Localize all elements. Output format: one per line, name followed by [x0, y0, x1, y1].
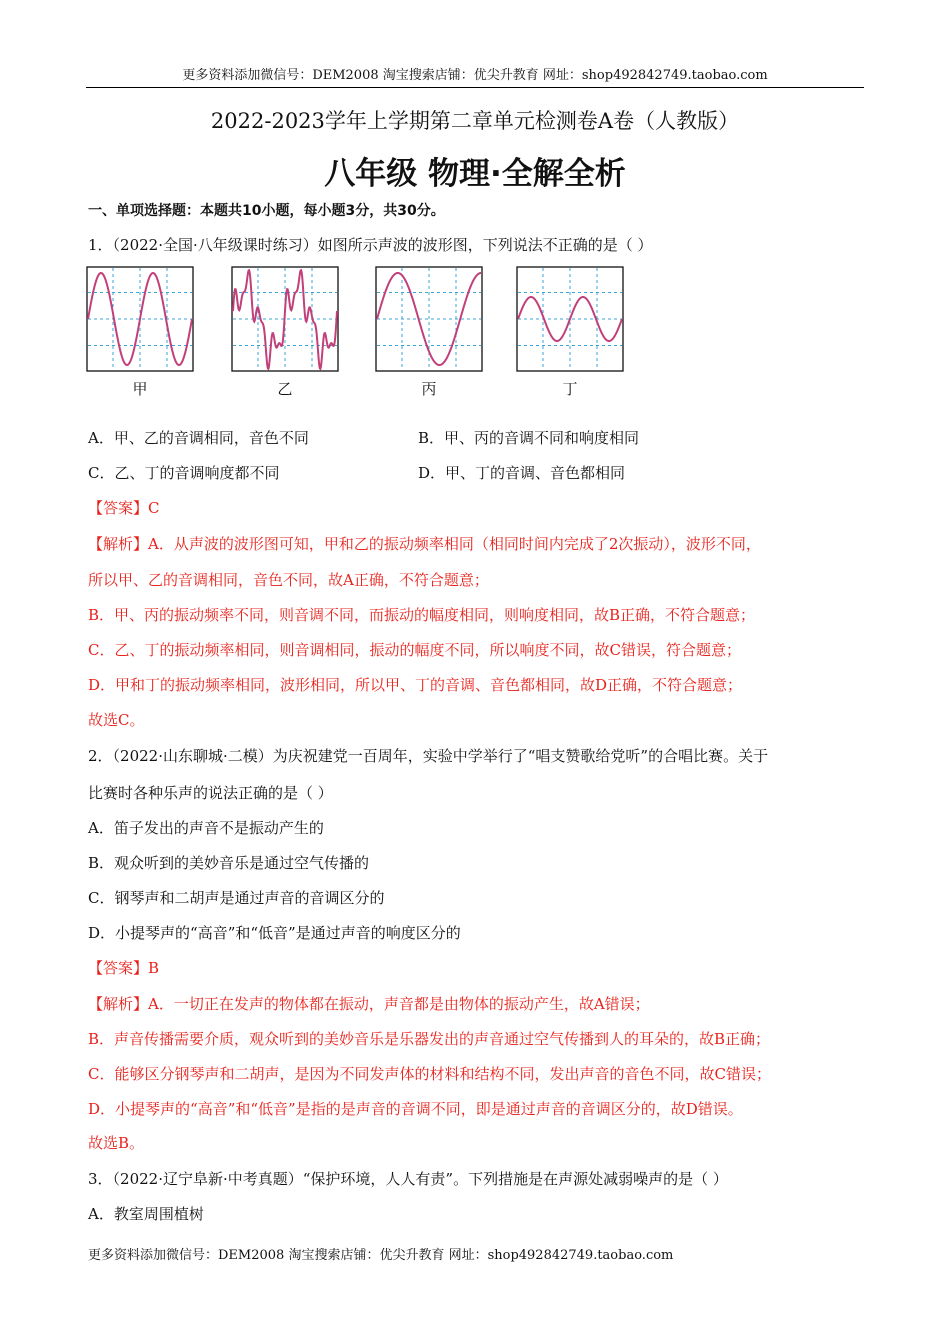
page-header: 更多资料添加微信号：DEM2008 淘宝搜索店铺：优尖升教育 网址：shop492842749.taobao.com: [182, 68, 768, 83]
waveform-yi-graphic: [231, 266, 339, 372]
q2-stem-line: 比赛时各种乐声的说法正确的是（ ）: [88, 784, 333, 802]
waveform-ding-graphic: [516, 266, 624, 372]
q2-option-c: C．钢琴声和二胡声是通过声音的音调区分的: [88, 889, 385, 907]
q3-stem: 3．（2022·辽宁阜新·中考真题）“保护环境，人人有责”。下列措施是在声源处减弱噪声的是（ ）: [88, 1170, 728, 1188]
waveform-label: 丁: [562, 380, 578, 398]
waveform-ding: [516, 266, 624, 372]
waveform-label: 甲: [132, 380, 148, 398]
q1-option-c: C．乙、丁的音调响度都不同: [88, 464, 280, 482]
q1-option-d: D．甲、丁的音调、音色都相同: [418, 464, 626, 482]
q1-option-a: A．甲、乙的音调相同，音色不同: [88, 429, 309, 447]
q1-analysis-line: C．乙、丁的振动频率相同，则音调相同，振动的幅度不同，所以响度不同，故C错误，符合题意；: [88, 641, 741, 659]
q2-analysis-line: C．能够区分钢琴声和二胡声，是因为不同发声体的材料和结构不同，发出声音的音色不同，故C错误；: [88, 1065, 771, 1083]
q2-analysis-line: 故选B。: [88, 1134, 145, 1152]
waveform-jia-graphic: [86, 266, 194, 372]
q2-analysis-line: B．声音传播需要介质，观众听到的美妙音乐是乐器发出的声音通过空气传播到人的耳朵的，故B正确；: [88, 1030, 771, 1048]
q2-analysis-line: 【解析】A．一切正在发声的物体都在振动，声音都是由物体的振动产生，故A错误；: [88, 995, 650, 1013]
q1-stem: 1．（2022·全国·八年级课时练习）如图所示声波的波形图，下列说法不正确的是（ ）: [88, 236, 653, 254]
waveform-label: 乙: [277, 380, 293, 398]
q2-analysis-line: D．小提琴声的“高音”和“低音”是指的是声音的音调不同，即是通过声音的音调区分的，故D错误。: [88, 1100, 743, 1118]
header-divider: [86, 87, 864, 88]
page-footer: 更多资料添加微信号：DEM2008 淘宝搜索店铺：优尖升教育 网址：shop492842749.taobao.com: [88, 1248, 674, 1263]
q2-option-a: A．笛子发出的声音不是振动产生的: [88, 819, 324, 837]
q2-option-d: D．小提琴声的“高音”和“低音”是通过声音的响度区分的: [88, 924, 461, 942]
q1-analysis-line: 所以甲、乙的音调相同，音色不同，故A正确，不符合题意；: [88, 571, 489, 589]
waveform-yi: [231, 266, 339, 372]
q1-answer: 【答案】C: [88, 499, 160, 517]
q2-stem-line: 2．（2022·山东聊城·二模）为庆祝建党一百周年，实验中学举行了“唱支赞歌给党听”的合唱比赛。关于: [88, 747, 769, 765]
document-title: 2022-2023学年上学期第二章单元检测卷A卷（人教版）: [210, 109, 740, 133]
waveform-label: 丙: [421, 380, 437, 398]
document-subtitle: 八年级 物理·全解全析: [324, 156, 626, 192]
q2-answer: 【答案】B: [88, 959, 160, 977]
q1-waveform-figures: [86, 266, 646, 406]
q1-option-b: B．甲、丙的音调不同和响度相同: [418, 429, 640, 447]
q3-option-a: A．教室周围植树: [88, 1205, 204, 1223]
waveform-bing-graphic: [375, 266, 483, 372]
q1-analysis-line: B．甲、丙的振动频率不同，则音调不同，而振动的幅度相同，则响度相同，故B正确，不符合题意；: [88, 606, 756, 624]
section-heading: 一、单项选择题：本题共10小题，每小题3分，共30分。: [88, 203, 445, 219]
waveform-jia: [86, 266, 194, 372]
q1-analysis-line: 故选C。: [88, 711, 145, 729]
q1-analysis-line: 【解析】A．从声波的波形图可知，甲和乙的振动频率相同（相同时间内完成了2次振动），波形不同，: [88, 535, 761, 553]
waveform-bing: [375, 266, 483, 372]
q1-analysis-line: D．甲和丁的振动频率相同，波形相同，所以甲、丁的音调、音色都相同，故D正确，不符合题意；: [88, 676, 743, 694]
q2-option-b: B．观众听到的美妙音乐是通过空气传播的: [88, 854, 370, 872]
